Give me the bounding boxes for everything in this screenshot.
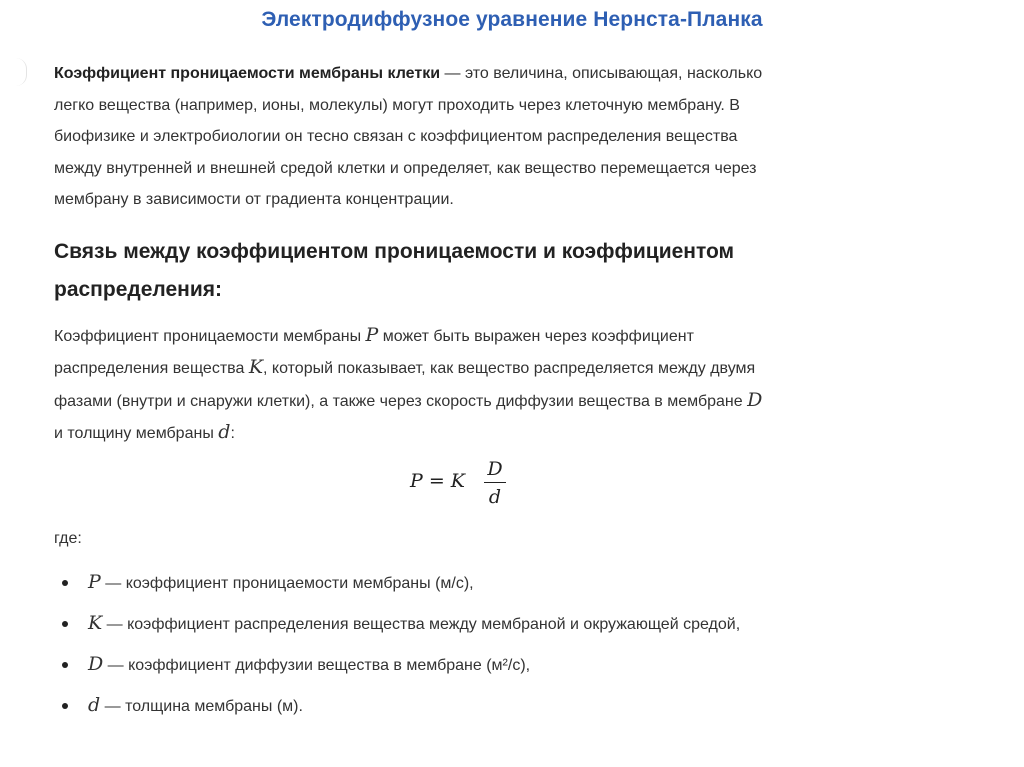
fraction-bar [484,482,506,483]
intro-paragraph [54,58,854,216]
symbol-d-upper: D [747,388,763,411]
definition-text: — толщина мембраны (м). [100,698,303,715]
permeability-formula [410,458,530,514]
definition-symbol: D [88,653,104,675]
intro-line-2: легко вещества (например, ионы, молекулы) могут проходить через клеточную мембрану. В [54,96,740,114]
relation-text: фазами (внутри и снаружи клетки), а также через скорость диффузии вещества в мембране [54,392,748,410]
list-item [54,689,914,730]
heading-line-1: Связь между коэффициентом проницаемости и коэффициентом [54,239,735,263]
list-item [54,607,914,648]
where-label: где: [54,530,82,547]
slide-title: Электродиффузное уравнение Нернста-Планка [261,8,763,31]
definition-symbol: K [88,612,103,634]
section-heading [54,233,854,309]
intro-line-1: — это величина, описывающая, насколько [440,65,763,82]
symbol-k: K [248,356,264,378]
formula-fraction [484,458,506,508]
intro-line-5: мембрану в зависимости от градиента концентрации. [54,191,454,208]
content [54,58,854,450]
intro-line-4: между внутренней и внешней средой клетки и определяет, как вещество перемещается через [54,159,757,177]
symbol-p: P [365,323,379,346]
definition-symbol: d [88,694,101,716]
left-edge-bracket [16,58,27,86]
formula-denominator: d [488,486,502,509]
relation-text: : [230,425,235,442]
relation-text: может быть выражен через коэффициент [378,327,694,345]
intro-term: Коэффициент проницаемости мембраны клетки [54,65,441,82]
definition-text: — коэффициент проницаемости мембраны (м/с), [100,575,474,592]
relation-text: и толщину мембраны [54,425,219,442]
relation-text: Коэффициент проницаемости мембраны [54,327,366,345]
intro-line-3: биофизике и электробиологии он тесно связан с коэффициентом распределения вещества [54,128,738,145]
formula-lhs: P = K [410,470,465,492]
relation-paragraph [54,320,854,450]
list-item [54,648,914,689]
relation-text: , который показывает, как вещество распределяется между двумя [263,360,756,377]
definition-text: — коэффициент распределения вещества между мембраной и окружающей средой, [102,616,741,633]
definition-list [54,566,914,730]
relation-text: распределения вещества [54,360,249,377]
formula-numerator: D [487,458,503,480]
definition-symbol: P [88,571,101,593]
heading-line-2: распределения: [54,277,222,301]
definition-text: — коэффициент диффузии вещества в мембране (м²/с), [103,657,531,674]
list-item [54,566,914,607]
symbol-d-lower: d [218,421,231,443]
